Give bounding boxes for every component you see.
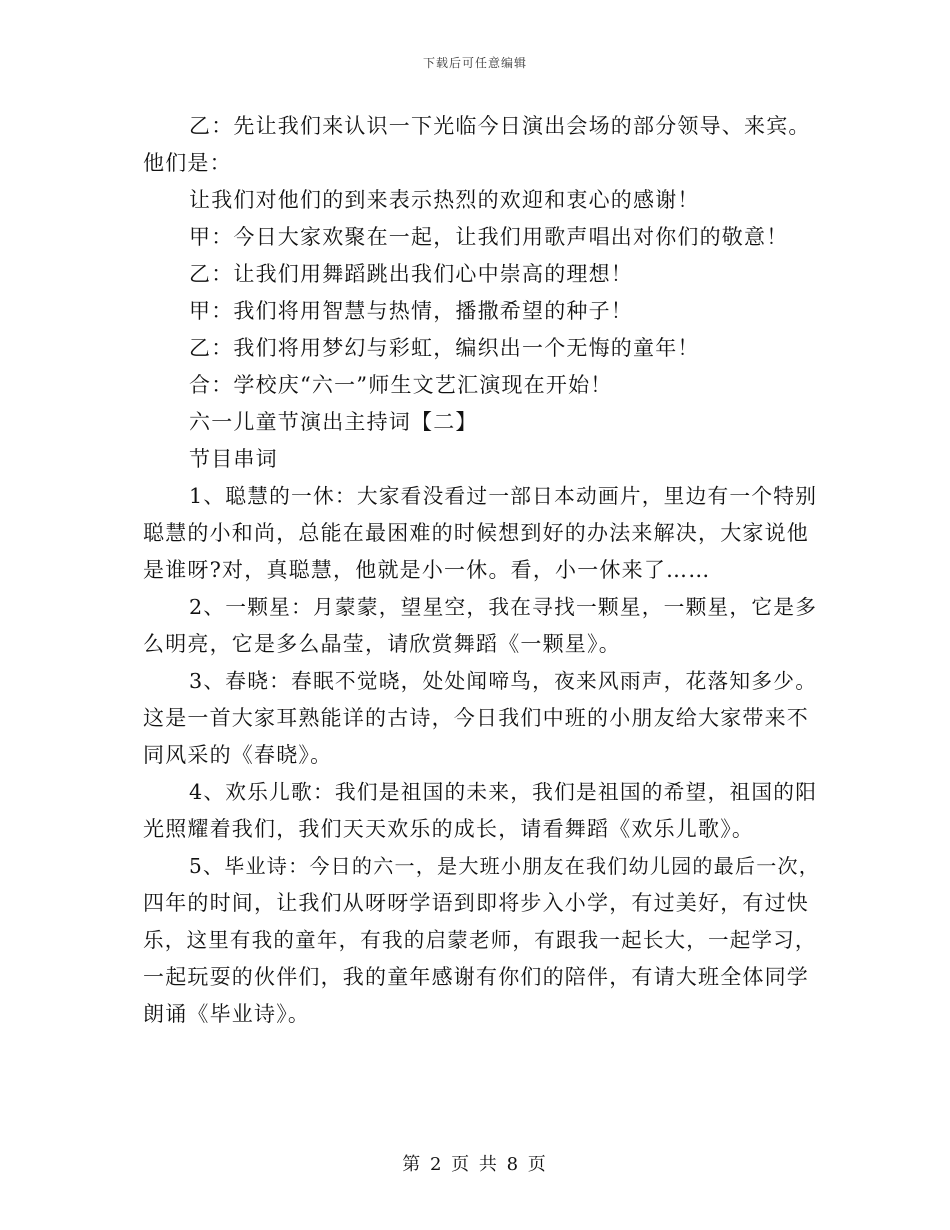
- text-line: 他们是：: [143, 151, 232, 175]
- text-line: 四年的时间，让我们从呀呀学语到即将步入小学，有过美好，有过快: [143, 891, 809, 915]
- text-line: 聪慧的小和尚，总能在最困难的时候想到好的办法来解决，大家说他: [143, 521, 809, 545]
- text-line: 4、欢乐儿歌：我们是祖国的未来，我们是祖国的希望，祖国的阳: [189, 780, 818, 804]
- text-line: 3、春晓：春眠不觉晓，处处闻啼鸟，夜来风雨声，花落知多少。: [189, 669, 818, 693]
- text-line: 节目串词: [189, 447, 278, 471]
- text-line: 六一儿童节演出主持词【二】: [189, 410, 478, 434]
- text-line: 么明亮，它是多么晶莹，请欣赏舞蹈《一颗星》。: [143, 632, 621, 656]
- text-line: 让我们对他们的到来表示热烈的欢迎和衷心的感谢！: [189, 188, 700, 212]
- text-line: 乙：先让我们来认识一下光临今日演出会场的部分领导、来宾。: [189, 114, 811, 138]
- text-line: 是谁呀?对，真聪慧，他就是小一休。看，小一休来了……: [143, 558, 711, 582]
- text-line: 朗诵《毕业诗》。: [143, 1002, 311, 1026]
- text-line: 甲：今日大家欢聚在一起，让我们用歌声唱出对你们的敬意！: [189, 225, 789, 249]
- text-line: 乙：让我们用舞蹈跳出我们心中崇高的理想！: [189, 262, 633, 286]
- text-line: 光照耀着我们，我们天天欢乐的成长，请看舞蹈《欢乐儿歌》。: [143, 817, 755, 841]
- text-line: 乙：我们将用梦幻与彩虹，编织出一个无悔的童年！: [189, 336, 700, 360]
- text-line: 甲：我们将用智慧与热情，播撒希望的种子！: [189, 299, 633, 323]
- text-line: 5、毕业诗：今日的六一，是大班小朋友在我们幼儿园的最后一次，: [189, 854, 821, 878]
- document-body: [143, 108, 823, 1033]
- text-line: 乐，这里有我的童年，有我的启蒙老师，有跟我一起长大，一起学习，: [143, 928, 817, 952]
- text-line: 合：学校庆“六一”师生文艺汇演现在开始！: [189, 373, 613, 397]
- text-line: 2、一颗星：月蒙蒙，望星空，我在寻找一颗星，一颗星，它是多: [189, 595, 818, 619]
- header-note: 下载后可任意编辑: [422, 56, 527, 70]
- text-line: 1、聪慧的一休：大家看没看过一部日本动画片，里边有一个特别: [189, 484, 818, 508]
- text-line: 这是一首大家耳熟能详的古诗，今日我们中班的小朋友给大家带来不: [143, 706, 809, 730]
- page-number-footer: 第 2 页 共 8 页: [402, 1154, 548, 1175]
- text-line: 一起玩耍的伙伴们，我的童年感谢有你们的陪伴，有请大班全体同学: [143, 965, 809, 989]
- text-line: 同风采的《春晓》。: [143, 743, 333, 767]
